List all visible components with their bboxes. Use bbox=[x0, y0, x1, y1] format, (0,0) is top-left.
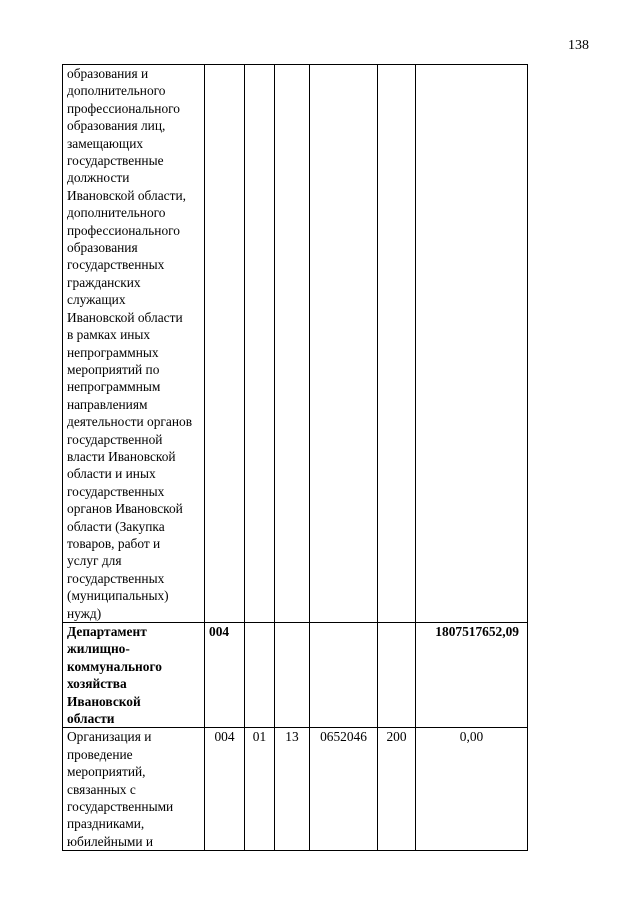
amount-cell: 0,00 bbox=[416, 728, 528, 851]
target-code-cell bbox=[310, 65, 378, 623]
table-row bbox=[63, 623, 528, 728]
table-row bbox=[63, 728, 528, 851]
subsection-code-cell bbox=[275, 623, 310, 728]
section-code-cell: 01 bbox=[245, 728, 275, 851]
amount-cell bbox=[416, 65, 528, 623]
table-row bbox=[63, 65, 528, 623]
subsection-code-cell bbox=[275, 65, 310, 623]
target-code-cell: 0652046 bbox=[310, 728, 378, 851]
amount-cell: 1807517652,09 bbox=[416, 623, 528, 728]
item-name-cell: образования и дополнительного профессионального образования лиц, замещающих государственные должности Ивановской области, дополнительного профессионального образования государственных гражданских служащих Ивановской области в рамках иных непрограммных мероприятий по непрограммным направлениям деятельности органов государственной власти Ивановской области и иных государственных органов Ивановской области (Закупка товаров, работ и услуг для государственных (муниципальных) нужд) bbox=[63, 65, 205, 623]
item-name-cell: Департамент жилищно- коммунального хозяйства Ивановской области bbox=[63, 623, 205, 728]
target-code-cell bbox=[310, 623, 378, 728]
item-name-cell: Организация и проведение мероприятий, связанных с государственными праздниками, юбилейными и bbox=[63, 728, 205, 851]
section-code-cell bbox=[245, 623, 275, 728]
section-code-cell bbox=[245, 65, 275, 623]
ministry-code-cell: 004 bbox=[205, 728, 245, 851]
ministry-code-cell bbox=[205, 65, 245, 623]
expense-type-cell: 200 bbox=[378, 728, 416, 851]
expense-type-cell bbox=[378, 623, 416, 728]
subsection-code-cell: 13 bbox=[275, 728, 310, 851]
expense-type-cell bbox=[378, 65, 416, 623]
budget-table bbox=[62, 64, 528, 851]
page-number: 138 bbox=[568, 38, 589, 53]
ministry-code-cell: 004 bbox=[205, 623, 245, 728]
